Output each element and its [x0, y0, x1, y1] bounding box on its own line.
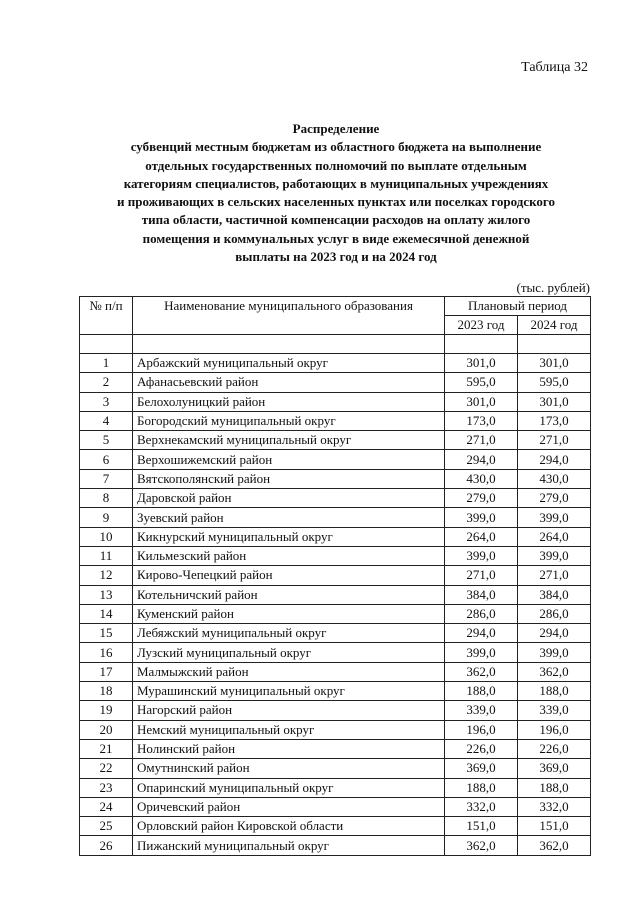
row-municipality: Богородский муниципальный округ	[133, 411, 445, 430]
row-municipality: Лебяжский муниципальный округ	[133, 624, 445, 643]
table-row	[80, 682, 591, 701]
row-municipality: Немский муниципальный округ	[133, 720, 445, 739]
row-municipality: Орловский район Кировской области	[133, 817, 445, 836]
row-number: 19	[80, 701, 133, 720]
table-row	[80, 643, 591, 662]
row-value-2024: 279,0	[518, 489, 591, 508]
row-value-2024: 188,0	[518, 778, 591, 797]
row-value-2024: 430,0	[518, 469, 591, 488]
spacer-row	[80, 335, 591, 354]
row-number: 24	[80, 797, 133, 816]
row-value-2023: 173,0	[445, 411, 518, 430]
title-line: субвенций местным бюджетам из областного бюджета на выполнение	[130, 139, 542, 155]
header-row	[80, 297, 591, 316]
row-value-2023: 399,0	[445, 643, 518, 662]
row-value-2024: 399,0	[518, 546, 591, 565]
row-value-2023: 226,0	[445, 739, 518, 758]
table-row	[80, 527, 591, 546]
row-number: 15	[80, 624, 133, 643]
row-municipality: Котельничский район	[133, 585, 445, 604]
row-value-2024: 399,0	[518, 508, 591, 527]
header-planned-period: Плановый период	[445, 297, 591, 316]
row-value-2023: 362,0	[445, 836, 518, 855]
table-row	[80, 778, 591, 797]
row-value-2024: 399,0	[518, 643, 591, 662]
row-value-2023: 264,0	[445, 527, 518, 546]
row-number: 11	[80, 546, 133, 565]
row-municipality: Верхошижемский район	[133, 450, 445, 469]
row-value-2023: 301,0	[445, 392, 518, 411]
table-row	[80, 450, 591, 469]
row-number: 3	[80, 392, 133, 411]
row-number: 17	[80, 662, 133, 681]
table-row	[80, 431, 591, 450]
row-municipality: Арбажский муниципальный округ	[133, 354, 445, 373]
table-row	[80, 354, 591, 373]
table-row	[80, 720, 591, 739]
row-value-2024: 173,0	[518, 411, 591, 430]
row-value-2024: 369,0	[518, 759, 591, 778]
table-row	[80, 817, 591, 836]
row-value-2024: 286,0	[518, 604, 591, 623]
spacer-cell	[80, 335, 133, 354]
units-note: (тыс. рублей)	[516, 280, 590, 295]
table-row	[80, 836, 591, 855]
title-line: и проживающих в сельских населенных пунктах или поселках городского	[117, 194, 555, 210]
row-value-2023: 279,0	[445, 489, 518, 508]
table-row	[80, 489, 591, 508]
row-number: 21	[80, 739, 133, 758]
table-number-label: Таблица 32	[521, 60, 588, 75]
row-municipality: Малмыжский район	[133, 662, 445, 681]
header-year-2024: 2024 год	[518, 316, 591, 335]
row-value-2024: 196,0	[518, 720, 591, 739]
row-municipality: Даровской район	[133, 489, 445, 508]
row-value-2023: 430,0	[445, 469, 518, 488]
row-municipality: Лузский муниципальный округ	[133, 643, 445, 662]
header-number: № п/п	[80, 297, 133, 335]
table-row	[80, 624, 591, 643]
row-municipality: Верхнекамский муниципальный округ	[133, 431, 445, 450]
row-number: 6	[80, 450, 133, 469]
row-number: 18	[80, 682, 133, 701]
subvention-table	[79, 296, 591, 856]
row-value-2024: 271,0	[518, 431, 591, 450]
row-number: 10	[80, 527, 133, 546]
row-number: 22	[80, 759, 133, 778]
row-value-2024: 294,0	[518, 624, 591, 643]
table-row	[80, 469, 591, 488]
row-municipality: Белохолуницкий район	[133, 392, 445, 411]
row-value-2023: 188,0	[445, 682, 518, 701]
table-row	[80, 373, 591, 392]
row-value-2023: 301,0	[445, 354, 518, 373]
row-value-2024: 188,0	[518, 682, 591, 701]
row-municipality: Вятскополянский район	[133, 469, 445, 488]
row-value-2024: 151,0	[518, 817, 591, 836]
row-number: 23	[80, 778, 133, 797]
row-number: 13	[80, 585, 133, 604]
row-value-2023: 188,0	[445, 778, 518, 797]
row-value-2024: 264,0	[518, 527, 591, 546]
header-year-2023: 2023 год	[445, 316, 518, 335]
row-value-2024: 384,0	[518, 585, 591, 604]
row-municipality: Кирово-Чепецкий район	[133, 566, 445, 585]
row-value-2023: 294,0	[445, 624, 518, 643]
row-number: 16	[80, 643, 133, 662]
row-municipality: Опаринский муниципальный округ	[133, 778, 445, 797]
table-row	[80, 604, 591, 623]
row-value-2024: 362,0	[518, 836, 591, 855]
table-row	[80, 739, 591, 758]
spacer-cell	[518, 335, 591, 354]
row-municipality: Зуевский район	[133, 508, 445, 527]
row-value-2023: 294,0	[445, 450, 518, 469]
document-title	[70, 120, 602, 266]
table-header	[80, 297, 591, 335]
row-municipality: Омутнинский район	[133, 759, 445, 778]
title-line: категориям специалистов, работающих в муниципальных учреждениях	[123, 175, 549, 191]
row-value-2023: 271,0	[445, 431, 518, 450]
row-number: 9	[80, 508, 133, 527]
row-municipality: Куменский район	[133, 604, 445, 623]
spacer-cell	[445, 335, 518, 354]
row-municipality: Нолинский район	[133, 739, 445, 758]
row-value-2023: 369,0	[445, 759, 518, 778]
table-row	[80, 797, 591, 816]
table-row	[80, 662, 591, 681]
row-number: 5	[80, 431, 133, 450]
title-line: типа области, частичной компенсации расходов на оплату жилого	[141, 212, 531, 228]
row-number: 26	[80, 836, 133, 855]
table-row	[80, 392, 591, 411]
row-number: 14	[80, 604, 133, 623]
row-municipality: Афанасьевский район	[133, 373, 445, 392]
table-row	[80, 546, 591, 565]
table-body	[80, 335, 591, 856]
row-value-2023: 399,0	[445, 508, 518, 527]
row-value-2023: 332,0	[445, 797, 518, 816]
row-municipality: Мурашинский муниципальный округ	[133, 682, 445, 701]
row-value-2024: 362,0	[518, 662, 591, 681]
table-row	[80, 566, 591, 585]
row-value-2023: 196,0	[445, 720, 518, 739]
table-row	[80, 411, 591, 430]
row-number: 25	[80, 817, 133, 836]
header-municipality: Наименование муниципального образования	[133, 297, 445, 335]
row-municipality: Кильмезский район	[133, 546, 445, 565]
row-value-2023: 399,0	[445, 546, 518, 565]
row-number: 4	[80, 411, 133, 430]
row-municipality: Кикнурский муниципальный округ	[133, 527, 445, 546]
row-municipality: Оричевский район	[133, 797, 445, 816]
title-line: Распределение	[292, 121, 380, 136]
row-number: 20	[80, 720, 133, 739]
row-value-2024: 226,0	[518, 739, 591, 758]
title-line: выплаты на 2023 год и на 2024 год	[235, 249, 437, 265]
row-value-2024: 294,0	[518, 450, 591, 469]
row-number: 7	[80, 469, 133, 488]
row-value-2024: 301,0	[518, 392, 591, 411]
row-number: 1	[80, 354, 133, 373]
table-row	[80, 508, 591, 527]
row-value-2024: 301,0	[518, 354, 591, 373]
table-row	[80, 585, 591, 604]
title-line: помещения и коммунальных услуг в виде ежемесячной денежной	[142, 230, 530, 246]
row-value-2024: 332,0	[518, 797, 591, 816]
row-municipality: Нагорский район	[133, 701, 445, 720]
row-value-2024: 595,0	[518, 373, 591, 392]
row-number: 2	[80, 373, 133, 392]
table-row	[80, 759, 591, 778]
spacer-cell	[133, 335, 445, 354]
row-value-2023: 384,0	[445, 585, 518, 604]
row-number: 8	[80, 489, 133, 508]
row-value-2023: 595,0	[445, 373, 518, 392]
row-number: 12	[80, 566, 133, 585]
table-row	[80, 701, 591, 720]
row-value-2024: 271,0	[518, 566, 591, 585]
row-value-2023: 339,0	[445, 701, 518, 720]
row-value-2023: 286,0	[445, 604, 518, 623]
row-value-2023: 151,0	[445, 817, 518, 836]
row-value-2023: 362,0	[445, 662, 518, 681]
title-line: отдельных государственных полномочий по выплате отдельным	[145, 157, 527, 173]
row-municipality: Пижанский муниципальный округ	[133, 836, 445, 855]
row-value-2024: 339,0	[518, 701, 591, 720]
row-value-2023: 271,0	[445, 566, 518, 585]
